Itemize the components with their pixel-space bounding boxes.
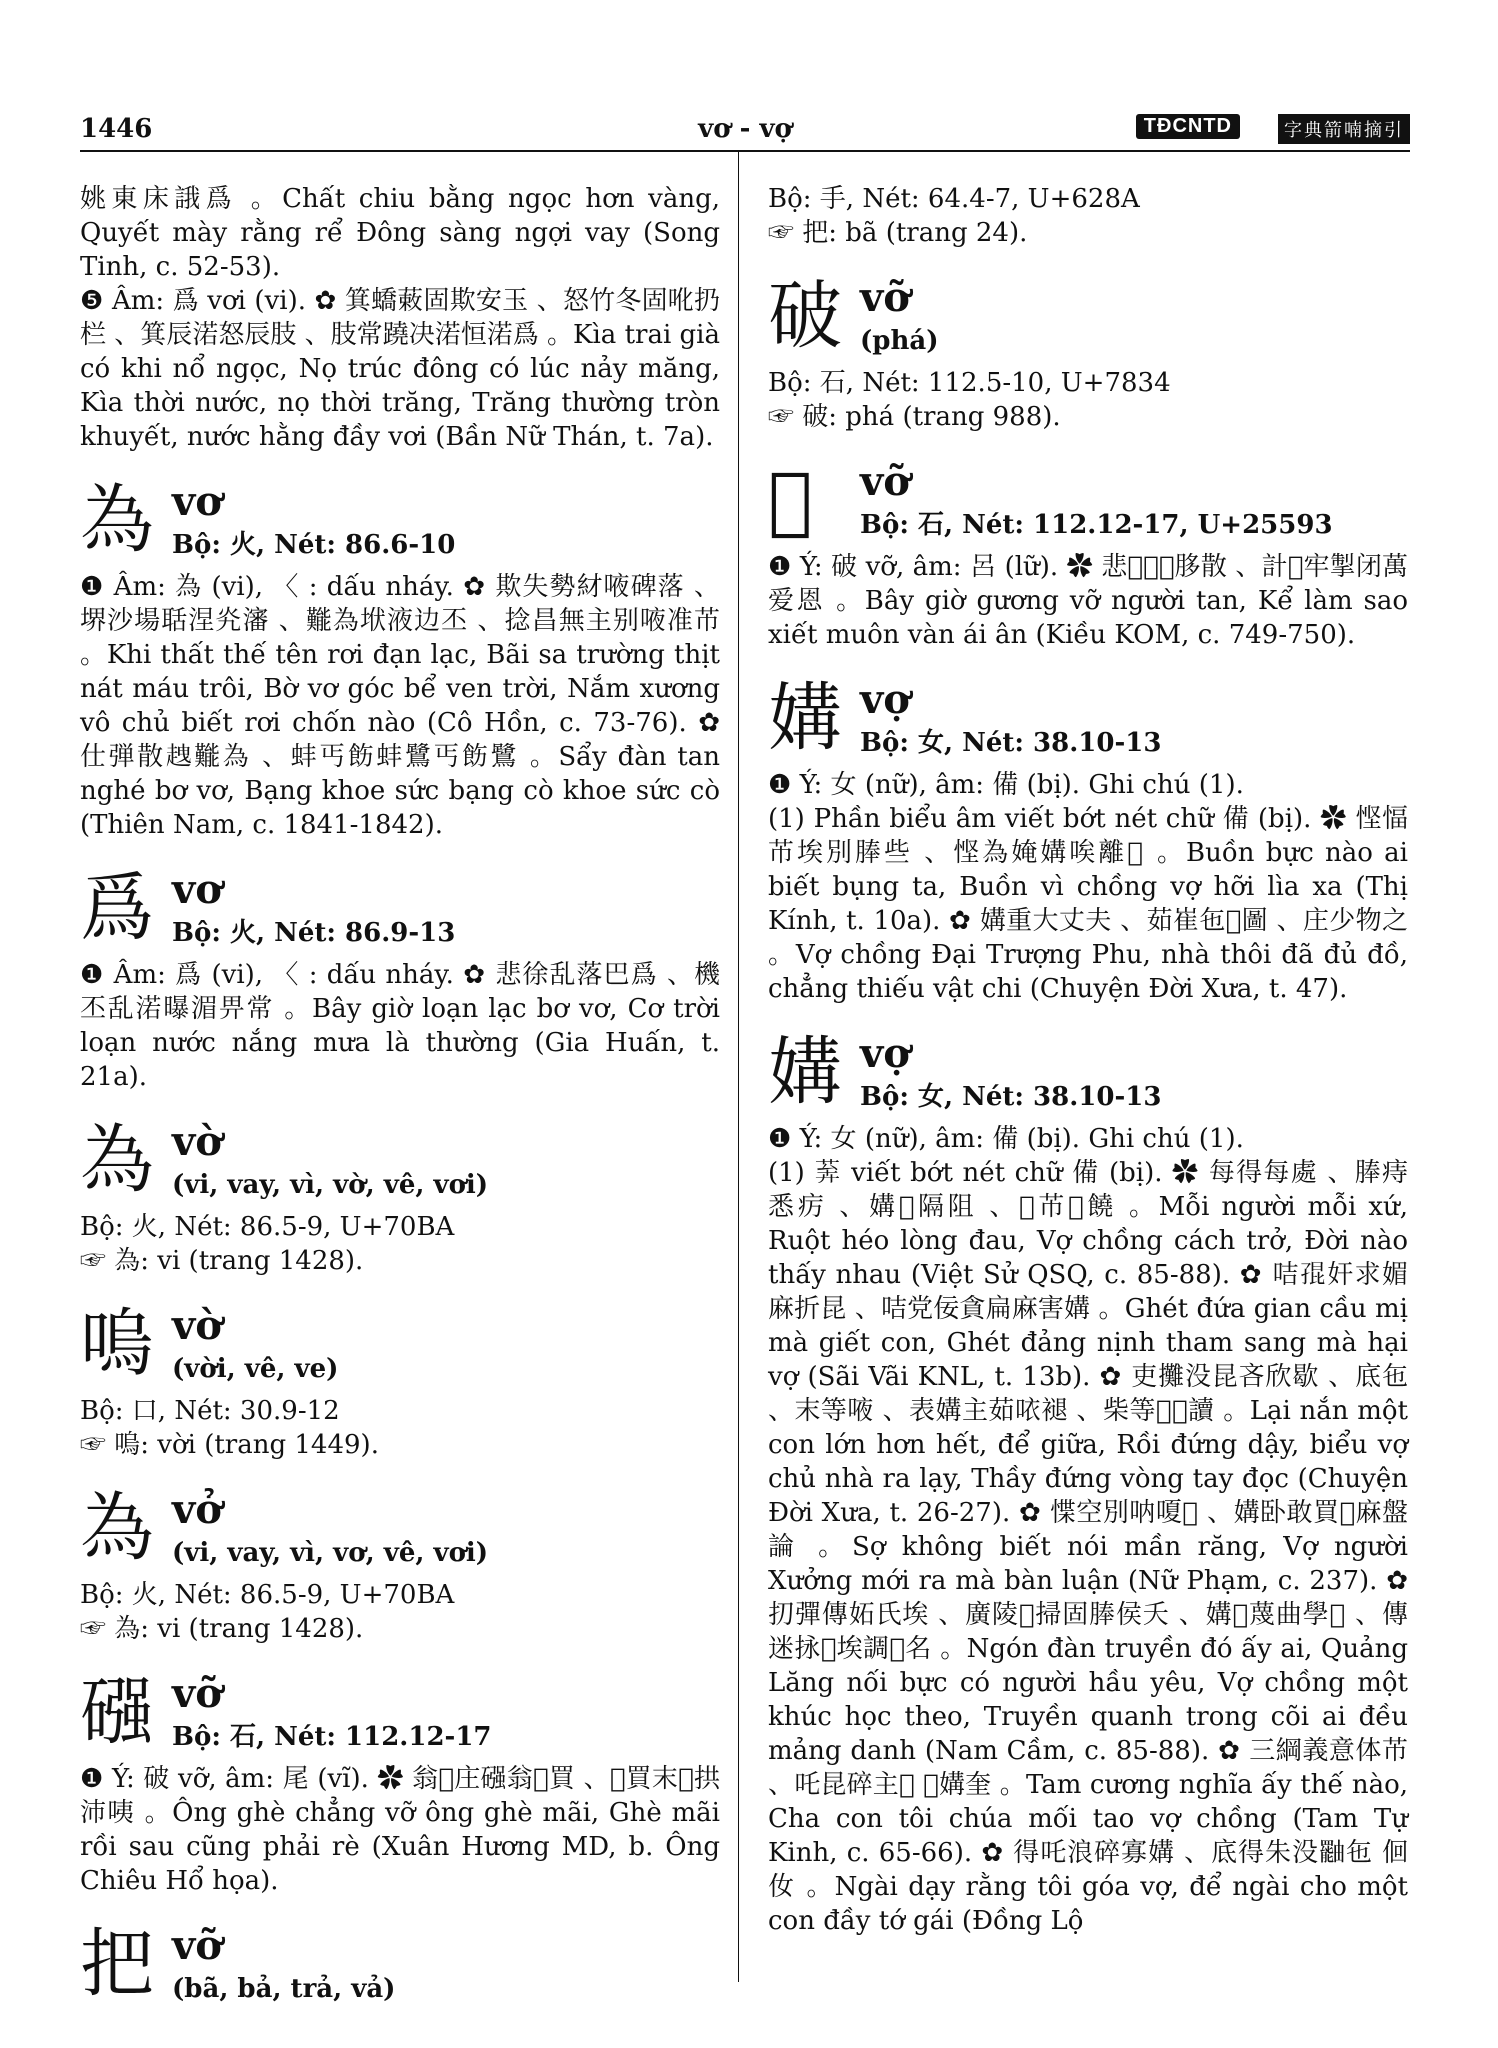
entry <box>768 1029 1408 1938</box>
entry-body: ❶ Ý: 女 (nữ), âm: 備 (bị). Ghi chú (1). (1) 𦯨 viết bớt nét chữ 備 (bị). ✿ 每得每處 、䏾痔悉疠 、媾𩈘隔阻 、𣈜芇𧡊饒 。Mỗi người mỗi xứ, Ruột héo lòng đau, Vợ chồng cách trở, Đời nào thấy nhau (Việt Sử QSQ, c. 85-88). ✿ 咭𡥵奸求媚麻折昆 、咭党佞貪扁麻害媾 。Ghét đứa gian cầu mị mà giết con, Ghét đảng nịnh tham sang mà hại vợ (Sãi Vãi KNL, t. 13b). ✿ 吏攤没昆吝欣歇 、底㐌 、末等㖡 、表媾主茹𠲖褪 、柴等𨤔𢯏讀 。Lại nắn một con lớn hơn hết, để giữa, Rồi đứng dậy, biểu vợ chủ nhà ra lạy, Thầy đứng vòng tay đọc (Chuyện Đời Xưa, t. 26-27). ✿ 惵空別呐嗄𠼤 、媾卧敢買𧼋麻盤論 。Sợ không biết nói mần răng, Vợ người Xưởng mới ra mà bàn luận (Nữ Phạm, c. 237). ✿ 㧅彈傳妬氏埃 、廣陵𦀊掃固䏾侯夭 、媾𩈘蔑曲學𠰚 、傳迷𢫕𡓇埃調𠰚名 。Ngón đàn truyền đó ấy ai, Quảng Lăng nối bực có người hầu yêu, Vợ chồng một khúc học theo, Truyền quanh trong cõi ai đều mảng danh (Nam Cầm, c. 85-88). ✿ 三綱義意体芇 、吒昆碎主𡞕 𡧲媾奎 。Tam cương nghĩa ấy thế nào, Cha con tôi chúa mối tao vợ chồng (Tam Tự Kinh, c. 65-66). ✿ 得吒浪碎寡媾 、底得朱没𤳷㐌 佪㚢 。Ngài dạy rằng tôi góa vợ, để ngài cho một con đầy tớ gái (Đồng Lộ <box>768 1124 1408 1936</box>
radical-strokes: Bộ: 火, Nét: 86.5-9, U+70BA <box>80 1212 455 1242</box>
radical-strokes: Bộ: 石, Nét: 112.12-17, U+25593 <box>860 510 1333 540</box>
entry <box>768 675 1408 1006</box>
radical-strokes: Bộ: 火, Nét: 86.6-10 <box>172 530 456 560</box>
entry <box>80 1301 720 1462</box>
readings: (vời, vê, ve) <box>172 1354 339 1384</box>
headword: vỡ <box>172 1922 222 1969</box>
headword-character: 嗚 <box>80 1301 154 1387</box>
headword: vờ <box>172 1118 222 1165</box>
headword: vở <box>172 1486 222 1533</box>
headword-character: 破 <box>768 273 842 359</box>
entry-body: ❶ Ý: 破 vỡ, âm: 呂 (lữ). ✿ 悲𣇞𩈘𥖓䏧散 、計𡗉牢掣闭萬爱恩 。Bây giờ gương vỡ người tan, Kể làm sao xiết muôn vàn ái ân (Kiều KOM, c. 749-750). <box>768 552 1408 650</box>
radical-strokes: Bộ: 口, Nét: 30.9-12 <box>80 1396 340 1426</box>
readings: (vi, vay, vì, vờ, vê, vơi) <box>172 1170 489 1200</box>
radical-strokes: Bộ: 火, Nét: 86.5-9, U+70BA <box>80 1580 455 1610</box>
radical-strokes: Bộ: 石, Nét: 112.5-10, U+7834 <box>768 368 1171 398</box>
right-column <box>768 182 1408 1938</box>
radical-strokes: Bộ: 女, Nét: 38.10-13 <box>860 728 1162 758</box>
headword: vờ <box>172 1302 222 1349</box>
headword: vơ <box>172 866 222 913</box>
sense-5: ❺ Âm: 爲 vơi (vi). ✿ 箕蟜䔩固欺安玉 、怒竹冬固吪扔栏 、箕辰渃怒辰肢 、肢常蹺决渃恒渃爲 。Kìa trai già có khi nổ ngọc, Nọ trúc đông có lúc nảy măng, Kìa thời nước, nọ thời trăng, Trăng thường tròn khuyết, nước hằng đầy vơi (Bần Nữ Thán, t. 7a). <box>80 286 720 452</box>
readings: (vi, vay, vì, vơ, vê, vơi) <box>172 1538 489 1568</box>
headword-character: 把 <box>80 1921 154 2007</box>
headword-character: 為 <box>80 1117 154 1203</box>
radical-strokes: Bộ: 手, Nét: 64.4-7, U+628A <box>768 184 1140 214</box>
seal-logo: 字典箭喃摘引 <box>1278 114 1410 144</box>
page-number: 1446 <box>80 114 153 144</box>
radical-strokes: Bộ: 火, Nét: 86.9-13 <box>172 918 456 948</box>
entry-body: ❶ Âm: 爲 (vi), 〈 : dấu nháy. ✿ 悲徐乱落巴爲 、機丕乱渃曝湄畀常 。Bây giờ loạn lạc bơ vơ, Cơ trời loạn nước nắng mưa là thường (Gia Huấn, t. 21a). <box>80 960 720 1092</box>
headword-character: 䃨 <box>80 1669 154 1755</box>
entry <box>80 1485 720 1646</box>
cross-reference: ☞ 為: vi (trang 1428). <box>80 1246 364 1276</box>
brand-logo: TĐCNTD <box>1136 114 1240 139</box>
entry <box>80 1921 720 2014</box>
headword-character: 為 <box>80 477 154 563</box>
headword-character: 媾 <box>768 1029 842 1115</box>
entry <box>80 477 720 842</box>
entry-body: ❶ Âm: 為 (vi), 〈 : dấu nháy. ✿ 欺失勢䊷㖡碑落 、堺沙場聒涅㶢瀋 、㔮為垘液边丕 、捻昌無主别㖡准芇 。Khi thất thế tên rơi đạn lạc, Bãi sa trường thịt nát máu trôi, Bờ vơ góc bể ven trời, Nắm xương vô chủ biết rơi chốn nào (Cô Hồn, c. 73-76). ✿ 仕弾散𧻭㔮為 、蚌丐飭蚌鷺丐飭鷺 。Sẩy đàn tan nghé bơ vơ, Bạng khoe sức bạng cò khoe sức cò (Thiên Nam, c. 1841-1842). <box>80 572 720 840</box>
radical-strokes: Bộ: 女, Nét: 38.10-13 <box>860 1082 1162 1112</box>
entry-body: ❶ Ý: 女 (nữ), âm: 備 (bị). Ghi chú (1). (1) Phần biểu âm viết bớt nét chữ 備 (bị). ✿ 悭愊芇埃別䏾些 、悭為㛪媾唉離𣎀 。Buồn bực nào ai biết bụng ta, Buồn vì chồng vợ hỡi lìa xa (Thị Kính, t. 10a). ✿ 媾重大丈夫 、茹崔㐌𦓡圖 、庄少物之 。Vợ chồng Đại Trượng Phu, nhà thôi đã đủ đồ, chẳng thiếu vật chi (Chuyện Đời Xưa, t. 47). <box>768 770 1408 1004</box>
entry-body: ❶ Ý: 破 vỡ, âm: 尾 (vĩ). ✿ 翁𡳜庄䃨翁𡳜買 、𡳜買末𢭮拱沛咦 。Ông ghè chẳng vỡ ông ghè mãi, Ghè mãi rồi sau cũng phải rè (Xuân Hương MD, b. Ông Chiêu Hổ họa). <box>80 1764 720 1896</box>
headword-character: 爲 <box>80 865 154 951</box>
headword: vợ <box>860 1030 910 1077</box>
cross-reference: ☞ 嗚: vời (trang 1449). <box>80 1430 379 1460</box>
entry <box>768 457 1408 652</box>
headword: vợ <box>860 676 910 723</box>
entry <box>80 1117 720 1278</box>
headword-character: 媾 <box>768 675 842 761</box>
headword-character: 𥖓 <box>768 457 813 543</box>
headword: vỡ <box>860 274 910 321</box>
radical-strokes: Bộ: 石, Nét: 112.12-17 <box>172 1722 492 1752</box>
entry-continuation: 姚東床誐爲 。Chất chiu bằng ngọc hơn vàng, Quyết mày rằng rể Đông sàng ngợi vay (Song Tinh, c. 52-53). <box>80 184 720 282</box>
cross-reference: ☞ 破: phá (trang 988). <box>768 402 1061 432</box>
readings: (bã, bả, trả, vả) <box>172 1974 396 2004</box>
column-divider <box>738 152 739 1982</box>
entry <box>80 1669 720 1898</box>
headword: vơ <box>172 478 222 525</box>
entry <box>768 273 1408 434</box>
header-title: vơ - vợ <box>698 114 792 144</box>
headword: vỡ <box>172 1670 222 1717</box>
readings: (phá) <box>860 326 939 356</box>
left-column <box>80 182 720 2014</box>
cross-reference: ☞ 為: vi (trang 1428). <box>80 1614 364 1644</box>
headword-character: 為 <box>80 1485 154 1571</box>
entry <box>80 865 720 1094</box>
headword: vỡ <box>860 458 910 505</box>
page-header <box>80 110 1410 152</box>
cross-reference: ☞ 把: bã (trang 24). <box>768 218 1028 248</box>
